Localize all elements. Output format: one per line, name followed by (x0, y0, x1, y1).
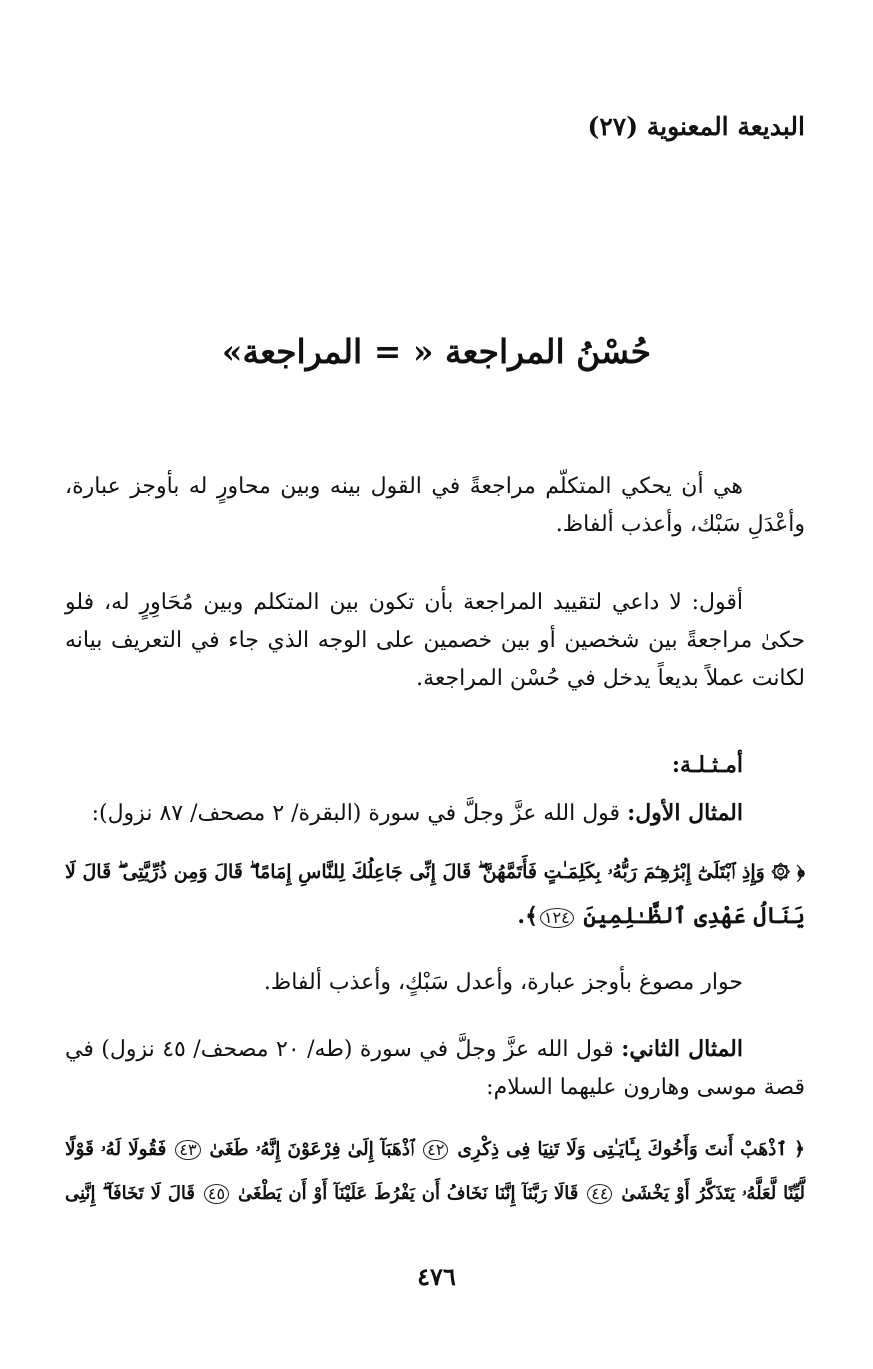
examples-heading: أمـثـلـة: (671, 752, 743, 778)
example-1-label: المثال الأول: (627, 800, 743, 826)
ayah-number-badge: ٤٥ (204, 1184, 229, 1204)
comment-line: لكانت عملاً بديعاً يدخل في حُسْن المراجعة. (416, 666, 805, 691)
running-header: البديعة المعنوية (٢٧) (587, 112, 805, 141)
quran-text: فَقُولَا لَهُۥ قَوْلًا (65, 1139, 167, 1160)
example-1-intro (92, 800, 743, 826)
ayah-number-badge: ٤٤ (587, 1184, 612, 1204)
comment-line: أقول: لا داعي لتقييد المراجعة بأن تكون بين المتكلم وبين مُحَاوِرٍ له، فلو (65, 590, 743, 615)
comment-line: حكىٰ مراجعةً بين شخصين أو بين خصمين على الوجه الذي جاء في التعريف بيانه (65, 628, 805, 653)
example-2-label: المثال الثاني: (621, 1036, 743, 1062)
quran-text: قَالَا رَبَّنَآ إِنَّنَا نَخَافُ أَن يَفْرُطَ عَلَيْنَآ أَوْ أَن يَطْغَىٰ (238, 1183, 579, 1204)
quran-text: ٱذْهَبَآ إِلَىٰ فِرْعَوْنَ إِنَّهُۥ طَغَىٰ (209, 1139, 415, 1160)
example-1-comment: حوار مصوغ بأوجز عبارة، وأعدل سَبْكٍ، وأعذب ألفاظ. (263, 970, 743, 995)
quran-text: لَّيِّنًا لَّعَلَّهُۥ يَتَذَكَّرُ أَوْ يَخْشَىٰ (621, 1183, 805, 1204)
ayah-number-badge: ٤٢ (423, 1140, 448, 1160)
example-1-quran (65, 850, 805, 938)
comment-paragraph (65, 584, 805, 698)
example-2-text: قول الله عزَّ وجلَّ في سورة (طه/ ٢٠ مصحف/ ٤٥ نزول) في (65, 1037, 614, 1062)
quran-text: يَنَالُ عَهْدِى ٱلظَّـٰلِمِينَ (583, 903, 805, 929)
quran-line: ﴿ ۞ وَإِذِ ٱبْتَلَىٰٓ إِبْرَٰهِـۧمَ رَبُّهُۥ بِكَلِمَـٰتٍ فَأَتَمَّهُنَّ ۖ قَالَ إِنِّى جَاعِلُكَ لِلنَّاسِ إِمَامًا ۖ قَالَ وَمِن ذُرِّيَّتِى ۖ قَالَ لَا (65, 861, 805, 883)
page-number: ٤٧٦ (417, 1262, 456, 1291)
definition-paragraph (65, 468, 805, 544)
section-title: حُسْنُ المراجعة « = المراجعة» (221, 332, 652, 371)
definition-line: وأعْدَلِ سَبْك، وأعذب ألفاظ. (555, 512, 805, 537)
example-2-line (65, 1030, 805, 1069)
example-1-text: قول الله عزَّ وجلَّ في سورة (البقرة/ ٢ مصحف/ ٨٧ نزول): (91, 801, 621, 826)
quran-line (65, 894, 805, 938)
example-2-intro (65, 1030, 805, 1107)
quran-line (65, 1128, 805, 1172)
ayah-number-badge: ٤٣ (175, 1140, 200, 1160)
quran-line (65, 1172, 805, 1216)
example-2-quran (65, 1128, 805, 1216)
definition-line: هي أن يحكي المتكلّم مراجعةً في القول بينه وبين محاورٍ له بأوجز عبارة، (65, 474, 743, 499)
example-2-line: قصة موسى وهارون عليهما السلام: (486, 1075, 805, 1100)
ayah-number-badge: ١٢٤ (540, 908, 574, 928)
quran-text: قَالَ لَا تَخَافَآ ۖ إِنَّنِى (65, 1183, 195, 1204)
quran-text: ﴿ ٱذْهَبْ أَنتَ وَأَخُوكَ بِـَٔايَـٰتِى وَلَا تَنِيَا فِى ذِكْرِى (457, 1139, 805, 1160)
quran-close: ﴾. (517, 903, 538, 929)
